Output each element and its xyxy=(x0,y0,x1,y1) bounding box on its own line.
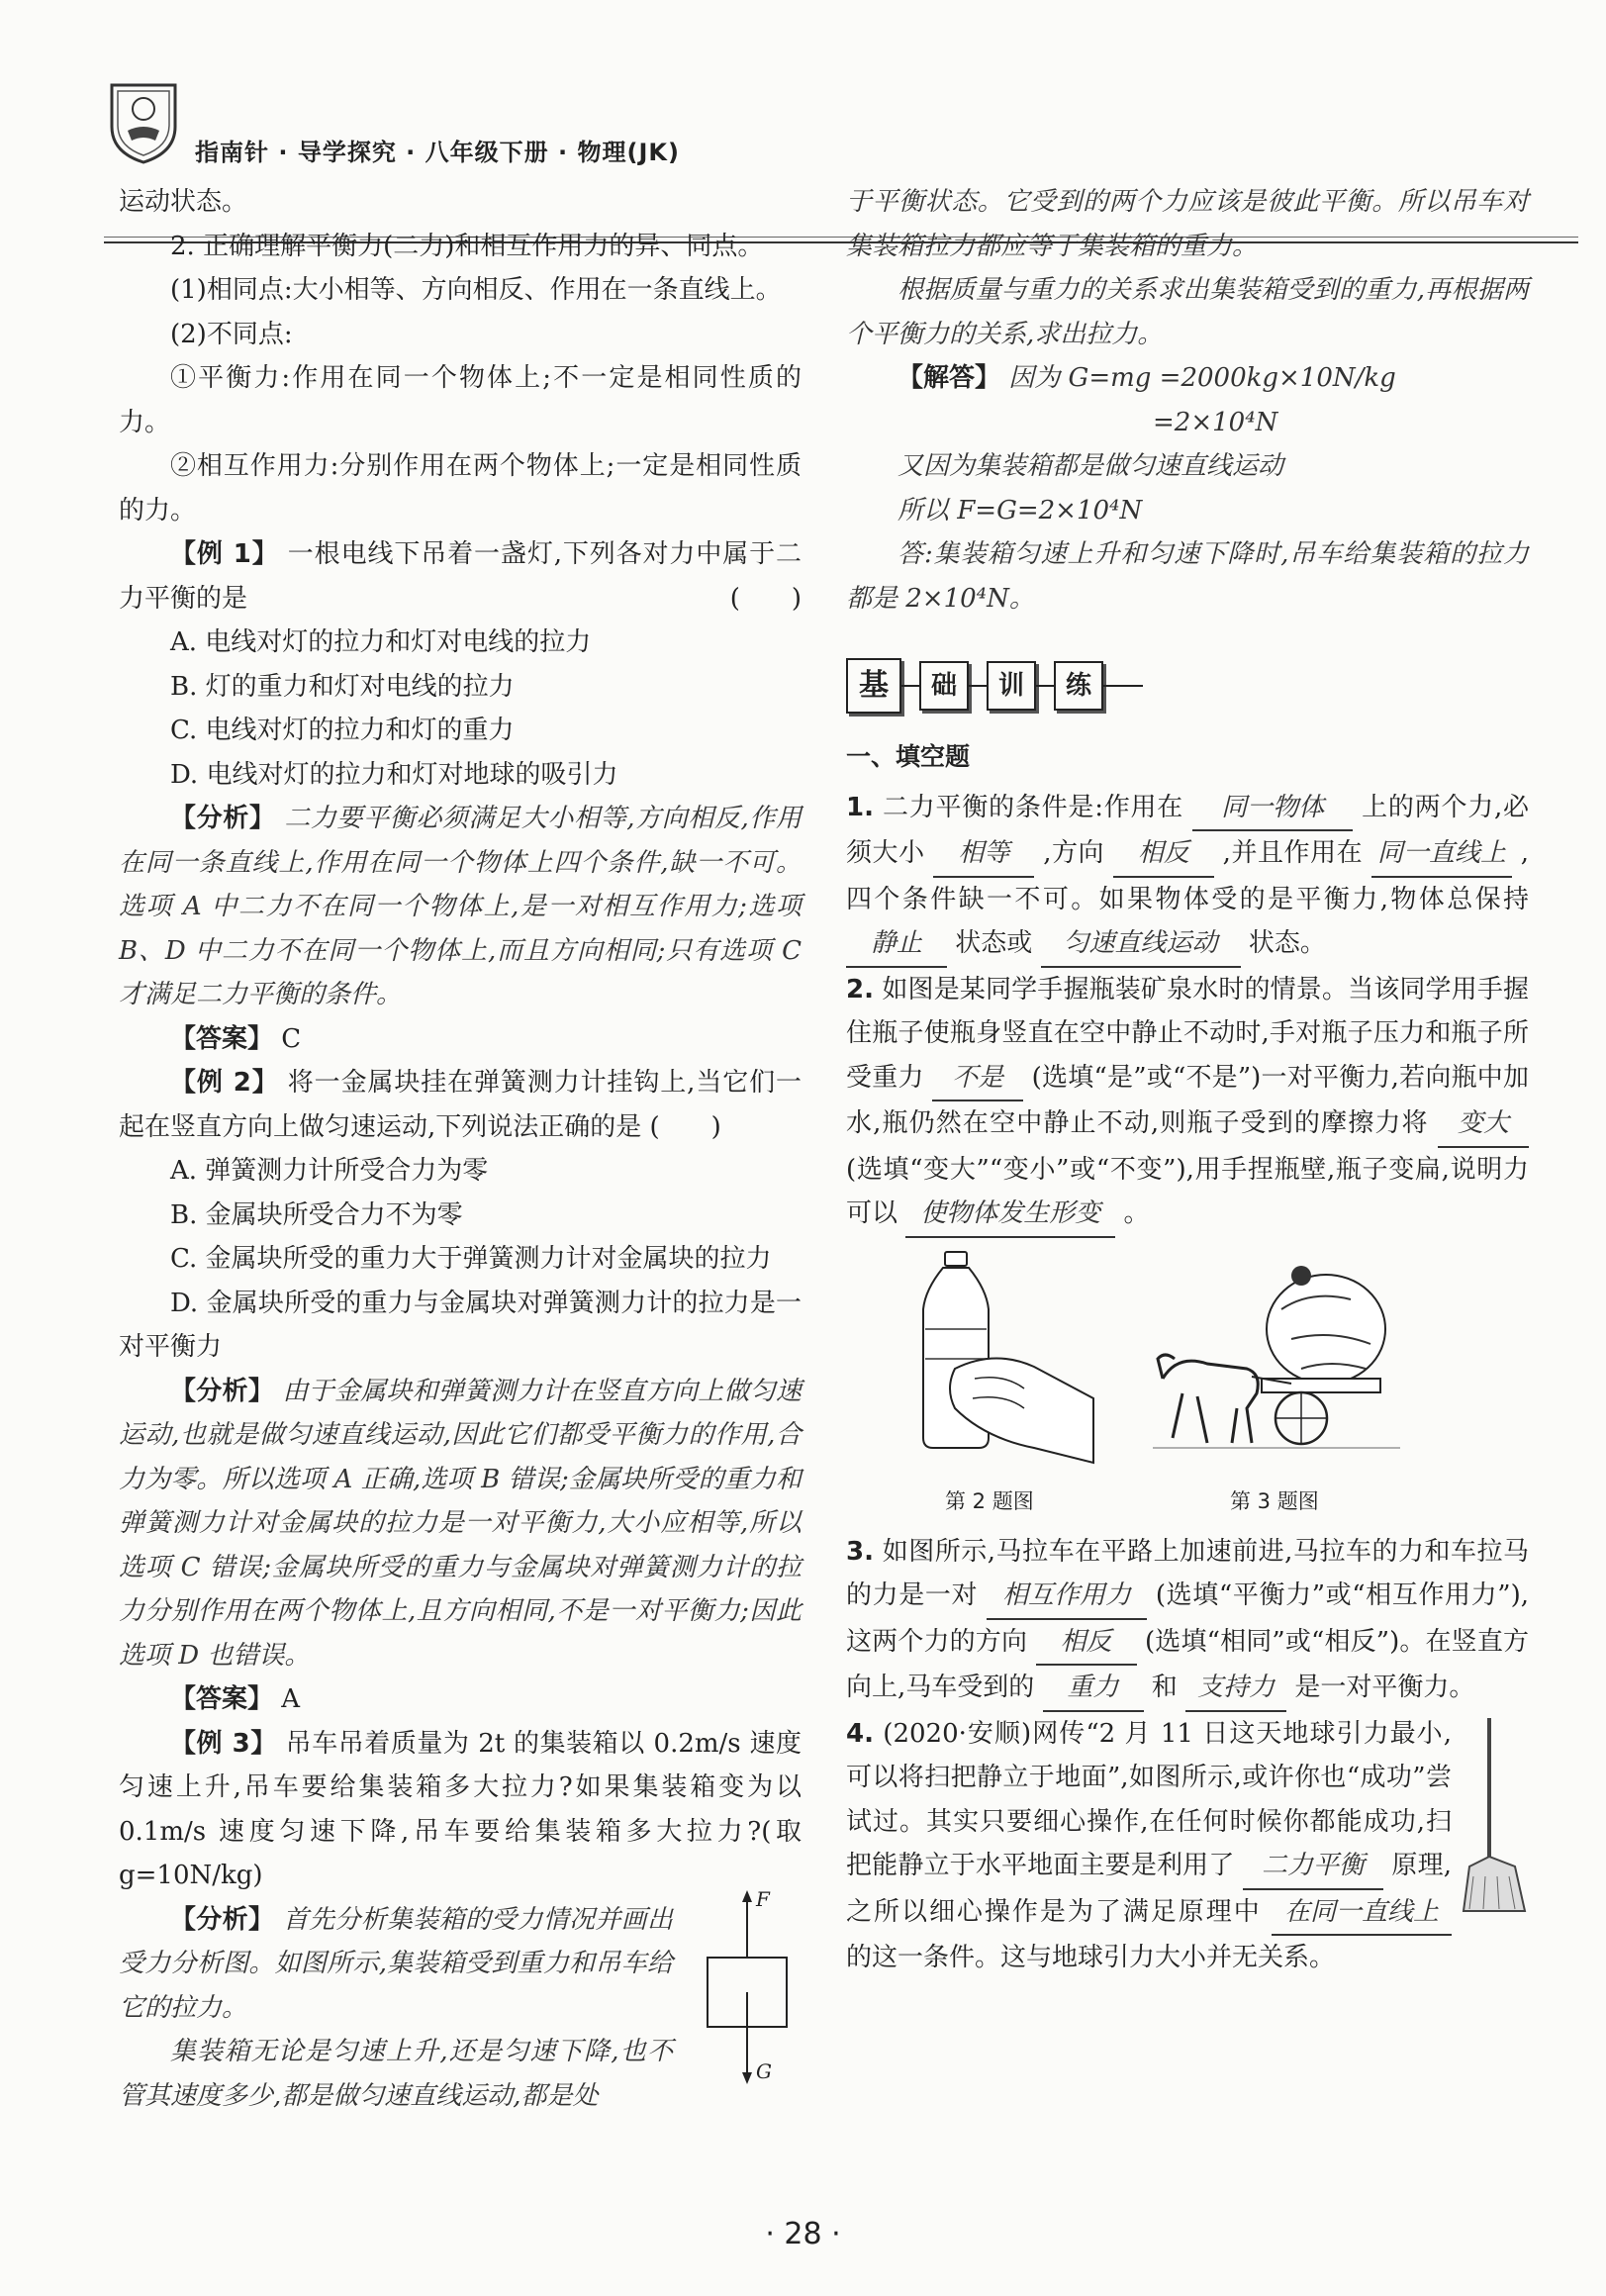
force-g-label: G xyxy=(756,2058,772,2083)
analysis-text: 首先分析集装箱的受力情况并画出受力分析图。如图所示,集装箱受到重力和吊车给它的拉力。 xyxy=(119,1904,673,2023)
option-d: D. 金属块所受的重力与金属块对弹簧测力计的拉力是一对平衡力 xyxy=(119,1288,802,1362)
analysis-text: 由于金属块和弹簧测力计在竖直方向上做匀速运动,也就是做匀速直线运动,因此它们都受平衡力的作用,合力为零。所以选项 A 正确,选项 B 错误;金属块所受的重力和弹簧测力计对金属块的拉力是一对平衡力,大小应相等,所以选项 C 错误;金属块所受的重力与金属块对弹簧测力计的拉力分别作用在两个物体上,且方向相同,不是一对平衡力;因此选项 D 也错误。 xyxy=(119,1376,802,1671)
force-f-label: F xyxy=(756,1887,770,1911)
question-text: (选填“相同”或“相反”)。在竖直方向上,马车受到的 xyxy=(846,1626,1530,1702)
answer-blank: 同一直线上 xyxy=(1371,831,1512,878)
solution-line: 所以 F=G=2×10⁴N xyxy=(897,495,1143,526)
question-4-block xyxy=(846,1712,1529,1980)
answer-blank: 相反 xyxy=(1036,1620,1137,1667)
banner-char: 基 xyxy=(846,658,901,714)
text-line: 运动状态。 xyxy=(119,187,248,217)
answer-paren: ( ) xyxy=(729,583,802,614)
question-text: 如图所示,马拉车在平路上加速前进,马拉车的力和车拉马的力是一对 xyxy=(846,1536,1530,1610)
text-line: ①平衡力:作用在同一个物体上;不一定是相同性质的力。 xyxy=(119,363,802,437)
question-text: 的这一条件。这与地球引力大小并无关系。 xyxy=(846,1943,1336,1972)
option-c: C. 电线对灯的拉力和灯的重力 xyxy=(170,716,515,745)
analysis-block xyxy=(119,1887,802,2119)
question-text: (选填“变大”“变小”或“不变”),用手捏瓶壁,瓶子变扁,说明力可以 xyxy=(846,1154,1529,1228)
question-text: (2020·安顺)网传“2 月 11 日这天地球引力最小,可以将扫把静立于地面”,如图所示,或许你也“成功”尝试过。其实只要细心操作,在任何时候你都能成功,扫把能静立于水平地面主要是利用了 xyxy=(846,1718,1453,1880)
answer-blank: 相反 xyxy=(1113,831,1214,878)
analysis-tag: 【分析】 xyxy=(170,804,276,833)
analysis-text: 根据质量与重力的关系求出集装箱受到的重力,再根据两个平衡力的关系,求出拉力。 xyxy=(846,275,1529,349)
solution-line: 答:集装箱匀速上升和匀速下降时,吊车给集装箱的拉力都是 2×10⁴N。 xyxy=(846,539,1529,614)
answer-blank: 同一物体 xyxy=(1192,786,1353,832)
section-heading: 一、填空题 xyxy=(846,742,971,771)
example-tag: 【例 3】 xyxy=(170,1728,277,1759)
question-2 xyxy=(846,968,1529,1238)
answer-blank: 静止 xyxy=(846,921,947,968)
question-text: 吊车吊着质量为 2t 的集装箱以 0.2m/s 速度匀速上升,吊车要给集装箱多大拉力?如果集装箱变为以 0.1m/s 速度匀速下降,吊车要给集装箱多大拉力?(取 g=10N/kg) xyxy=(119,1728,802,1890)
force-diagram xyxy=(693,1888,802,2086)
figures xyxy=(846,1250,1529,1522)
answer-blank: 支持力 xyxy=(1185,1666,1286,1712)
option-b: B. 灯的重力和灯对电线的拉力 xyxy=(170,671,515,702)
analysis-tag: 【分析】 xyxy=(170,1904,275,1935)
question-text: (选填“是”或“不是”)一对平衡力,若向瓶中加水,瓶仍然在空中静止不动,则瓶子受到的摩擦力将 xyxy=(846,1062,1530,1138)
question-1 xyxy=(846,786,1529,968)
question-4 xyxy=(846,1712,1529,1980)
answer-value: A xyxy=(281,1684,301,1714)
answer-blank: 相互作用力 xyxy=(987,1574,1147,1620)
option-a: A. 弹簧测力计所受合力为零 xyxy=(170,1156,489,1186)
question-number: 4. xyxy=(846,1718,874,1749)
header-title: 指南针 · 导学探究 · 八年级下册 · 物理(JK) xyxy=(195,139,680,166)
question-number: 1. xyxy=(846,792,874,822)
question-text: 一根电线下吊着一盏灯,下列各对力中属于二力平衡的是 xyxy=(119,539,803,614)
solution xyxy=(846,356,1529,401)
question-text: 将一金属块挂在弹簧测力计挂钩上,当它们一起在竖直方向上做匀速运动,下列说法正确的是 xyxy=(119,1068,803,1142)
answer-blank: 变大 xyxy=(1438,1101,1529,1148)
option-d: D. 电线对灯的拉力和灯对地球的吸引力 xyxy=(170,759,618,790)
question-number: 3. xyxy=(846,1536,874,1567)
question-text: 如图是某同学手握瓶装矿泉水时的情景。当该同学用手握住瓶子使瓶身竖直在空中静止不动时,手对瓶子压力和瓶子所受重力 xyxy=(846,974,1529,1093)
answer-tag: 【答案】 xyxy=(170,1684,274,1714)
standing-broom-figure xyxy=(1460,1718,1529,1916)
answer-blank: 重力 xyxy=(1043,1666,1144,1712)
answer-value: C xyxy=(281,1023,302,1054)
answer-blank: 在同一直线上 xyxy=(1272,1890,1452,1937)
text-line: 2. 正确理解平衡力(二力)和相互作用力的异、同点。 xyxy=(170,231,764,261)
section-banner xyxy=(846,656,1529,716)
example-tag: 【例 2】 xyxy=(170,1068,279,1098)
option-b: B. 金属块所受合力不为零 xyxy=(170,1199,463,1230)
question-text: ,四个条件缺一不可。如果物体受的是平衡力,物体总保持 xyxy=(846,838,1530,914)
question-text: 原理,之所以细心操作是为了满足原理中 xyxy=(846,1851,1453,1927)
example-1-question xyxy=(119,532,802,621)
answer-blank: 二力平衡 xyxy=(1243,1844,1383,1890)
analysis-text: 于平衡状态。它受到的两个力应该是彼此平衡。所以吊车对集装箱拉力都应等于集装箱的重力。 xyxy=(846,187,1529,261)
question-number: 2. xyxy=(846,974,874,1004)
answer-blank: 匀速直线运动 xyxy=(1041,921,1241,968)
answer-paren: ( ) xyxy=(649,1111,721,1142)
example-tag: 【例 1】 xyxy=(170,539,279,569)
question-text: 是一对平衡力。 xyxy=(1294,1673,1475,1702)
question-text: 。 xyxy=(1123,1198,1150,1228)
page-header xyxy=(104,77,1578,168)
answer xyxy=(119,1017,802,1062)
question-text: 状态。 xyxy=(1248,928,1326,958)
solution-line: =2×10⁴N xyxy=(1153,407,1278,437)
option-c: C. 金属块所受的重力大于弹簧测力计对金属块的拉力 xyxy=(170,1244,772,1274)
text-line: ②相互作用力:分别作用在两个物体上;一定是相同性质的力。 xyxy=(119,451,802,526)
analysis-text: 二力要平衡必须满足大小相等,方向相反,作用在同一条直线上,作用在同一个物体上四个条件,缺一不可。选项 A 中二力不在同一个物体上,是一对相互作用力;选项 B、D 中二力不在同一个物体上,而且方向相同;只有选项 C 才满足二力平衡的条件。 xyxy=(119,804,802,1009)
figure-2-caption: 第 2 题图 xyxy=(945,1488,1034,1513)
banner-char: 练 xyxy=(1054,661,1103,711)
answer-blank: 相等 xyxy=(933,831,1034,878)
example-2-question xyxy=(119,1061,802,1149)
answer-blank: 使物体发生形变 xyxy=(905,1192,1115,1238)
solution-tag: 【解答】 xyxy=(897,363,1001,393)
analysis xyxy=(119,797,802,1017)
analysis-text: 集装箱无论是匀速上升,还是匀速下降,也不管其速度多少,都是做匀速直线运动,都是处 xyxy=(119,2037,673,2111)
solution-line: 又因为集装箱都是做匀速直线运动 xyxy=(897,451,1284,481)
page-number: · 28 · xyxy=(765,2217,841,2251)
water-bottle-in-hand-figure xyxy=(915,1250,1098,1473)
option-a: A. 电线对灯的拉力和灯对电线的拉力 xyxy=(170,627,592,657)
text-line: (2)不同点: xyxy=(170,319,293,349)
question-text: ,方向 xyxy=(1043,838,1105,868)
answer xyxy=(119,1677,802,1722)
example-3-question xyxy=(119,1722,802,1898)
solution-line: 因为 G=mg =2000kg×10N/kg xyxy=(1008,363,1396,393)
answer-blank: 不是 xyxy=(932,1056,1023,1102)
banner-char: 训 xyxy=(987,661,1036,711)
banner-char: 础 xyxy=(919,661,969,711)
text-line: (1)相同点:大小相等、方向相反、作用在一条直线上。 xyxy=(170,275,782,305)
school-crest-logo xyxy=(104,77,183,164)
figure-3-caption: 第 3 题图 xyxy=(1230,1488,1319,1513)
question-text: ,并且作用在 xyxy=(1222,838,1364,868)
question-text: 二力平衡的条件是:作用在 xyxy=(883,792,1184,822)
question-text: 和 xyxy=(1151,1673,1178,1702)
question-text: (选填“平衡力”或“相互作用力”),这两个力的方向 xyxy=(846,1580,1529,1657)
right-column xyxy=(846,180,1529,1980)
question-text: 状态或 xyxy=(955,928,1033,958)
left-column xyxy=(119,180,802,2118)
analysis-tag: 【分析】 xyxy=(170,1376,274,1406)
analysis xyxy=(119,1370,802,1678)
question-text: 上的两个力,必须大小 xyxy=(846,792,1530,868)
horse-cart-figure xyxy=(1153,1260,1400,1468)
answer-tag: 【答案】 xyxy=(170,1023,274,1054)
question-3 xyxy=(846,1530,1529,1712)
